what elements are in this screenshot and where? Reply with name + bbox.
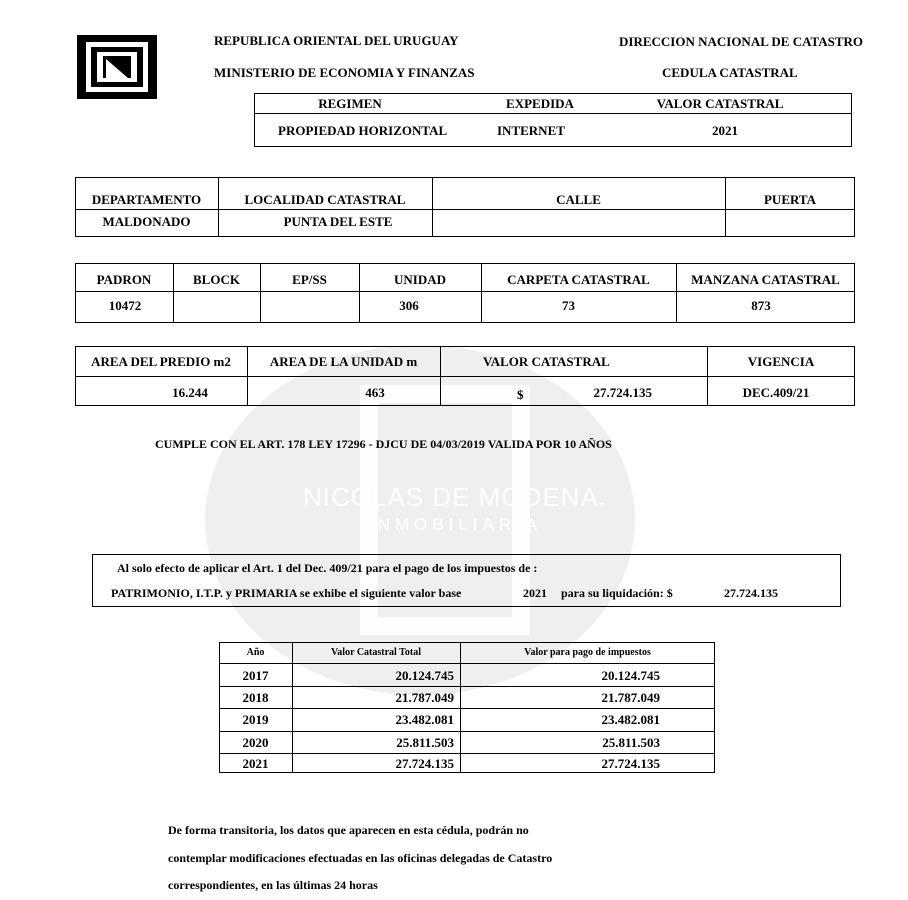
history-header-total: Valor Catastral Total <box>330 647 421 658</box>
area-predio-value: 16.244 <box>172 385 208 400</box>
manzana-value: 873 <box>751 298 771 313</box>
history-total: 21.787.049 <box>395 690 454 705</box>
footer-line3: correspondientes, en las últimas 24 horas <box>168 878 378 892</box>
padron-header: PADRON <box>96 272 152 287</box>
history-impuestos: 25.811.503 <box>602 735 660 750</box>
history-impuestos: 23.482.081 <box>601 712 660 727</box>
valor-year: 2021 <box>712 123 738 138</box>
history-impuestos: 20.124.745 <box>601 668 660 683</box>
manzana-header: MANZANA CATASTRAL <box>691 272 840 287</box>
valor-header: VALOR CATASTRAL <box>656 96 784 111</box>
notice-year: 2021 <box>523 586 547 600</box>
departamento-value: MALDONADO <box>102 214 191 229</box>
watermark-title: NICOLAS DE MODENA. <box>302 482 608 512</box>
history-total: 25.811.503 <box>396 735 454 750</box>
history-year: 2021 <box>242 756 269 771</box>
unidad-value: 306 <box>399 298 419 313</box>
block-header: BLOCK <box>193 272 240 287</box>
departamento-header: DEPARTAMENTO <box>91 192 202 207</box>
puerta-header: PUERTA <box>763 192 817 207</box>
notice-amount: 27.724.135 <box>724 586 778 600</box>
history-impuestos: 27.724.135 <box>601 756 660 771</box>
carpeta-header: CARPETA CATASTRAL <box>507 272 650 287</box>
history-year: 2020 <box>242 735 269 750</box>
history-total: 20.124.745 <box>395 668 454 683</box>
history-header-impuestos: Valor para pago de impuestos <box>524 647 651 658</box>
notice-line1: Al solo efecto de aplicar el Art. 1 del Dec. 409/21 para el pago de los impuestos de : <box>117 561 538 575</box>
history-year: 2019 <box>242 712 269 727</box>
footer-line2: contemplar modificaciones efectuadas en las oficinas delegadas de Catastro <box>168 851 553 865</box>
history-year: 2018 <box>242 690 269 705</box>
localidad-value: PUNTA DEL ESTE <box>283 214 393 229</box>
epss-header: EP/SS <box>292 272 327 287</box>
currency-symbol: $ <box>517 387 524 402</box>
vigencia-header: VIGENCIA <box>747 354 815 369</box>
expedida-value: INTERNET <box>497 123 565 138</box>
watermark-subtitle: INMOBILIARIA <box>367 515 543 534</box>
padron-value: 10472 <box>108 298 142 313</box>
regimen-value: PROPIEDAD HORIZONTAL <box>278 123 448 138</box>
country-title: REPUBLICA ORIENTAL DEL URUGUAY <box>214 33 459 48</box>
notice-line2: PATRIMONIO, I.T.P. y PRIMARIA se exhibe el siguiente valor base <box>111 586 462 600</box>
expedida-header: EXPEDIDA <box>506 96 574 111</box>
valor-catastral-header: VALOR CATASTRAL <box>483 354 610 369</box>
area-unidad-value: 463 <box>365 385 385 400</box>
calle-header: CALLE <box>556 192 601 207</box>
localidad-header: LOCALIDAD CATASTRAL <box>244 192 406 207</box>
valor-catastral-value: 27.724.135 <box>593 385 652 400</box>
document-title: CEDULA CATASTRAL <box>662 65 798 80</box>
area-unidad-header: AREA DE LA UNIDAD m <box>269 354 418 369</box>
vigencia-value: DEC.409/21 <box>742 385 810 400</box>
history-total: 27.724.135 <box>395 756 454 771</box>
carpeta-value: 73 <box>562 298 575 313</box>
regimen-header: REGIMEN <box>318 96 382 111</box>
cumple-statement: CUMPLE CON EL ART. 178 LEY 17296 - DJCU DE 04/03/2019 VALIDA POR 10 AÑOS <box>155 437 612 451</box>
history-header-year: Año <box>246 647 265 658</box>
unidad-header: UNIDAD <box>394 272 446 287</box>
notice-liquidation-label: para su liquidación: $ <box>561 586 673 600</box>
office-title: DIRECCION NACIONAL DE CATASTRO <box>619 34 864 49</box>
area-predio-header: AREA DEL PREDIO m2 <box>91 354 231 369</box>
ministry-title: MINISTERIO DE ECONOMIA Y FINANZAS <box>214 65 475 80</box>
footer-line1: De forma transitoria, los datos que aparecen en esta cédula, podrán no <box>168 823 529 837</box>
catastro-logo-icon <box>76 34 158 100</box>
history-total: 23.482.081 <box>395 712 454 727</box>
history-year: 2017 <box>242 668 269 683</box>
history-impuestos: 21.787.049 <box>601 690 660 705</box>
